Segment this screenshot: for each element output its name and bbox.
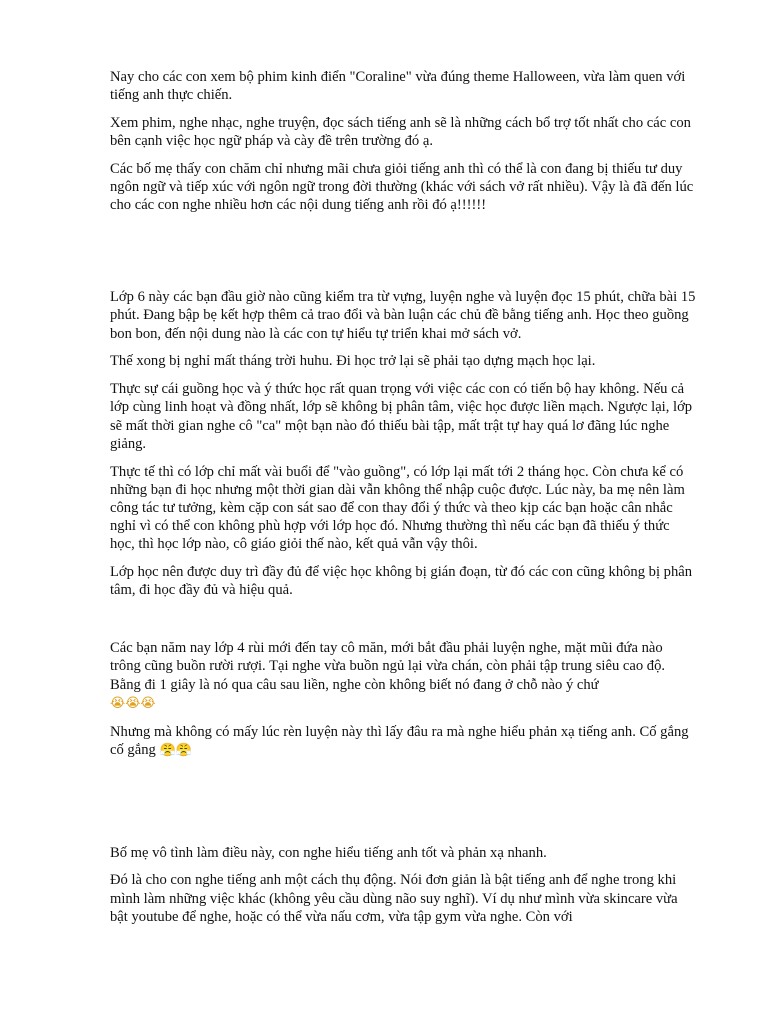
paragraph: Lớp 6 này các bạn đầu giờ nào cũng kiểm tra từ vựng, luyện nghe và luyện đọc 15 phút, chữa bài 15 phút. Đang bập bẹ kết hợp thêm cả trao đổi và bàn luận các chủ đề bằng tiếng anh. Học theo guồng bon bon, đến nội dung nào là các con tự hiểu tự triển khai mở sách vở. — [110, 289, 696, 342]
section-grade-6 — [110, 288, 696, 599]
section-spacer — [110, 224, 696, 288]
paragraph — [110, 639, 696, 713]
section-spacer — [110, 609, 696, 639]
paragraph: Thế xong bị nghỉ mất tháng trời huhu. Đi học trở lại sẽ phải tạo dựng mạch học lại. — [110, 353, 596, 370]
paragraph: Đó là cho con nghe tiếng anh một cách thụ động. Nói đơn giản là bật tiếng anh để nghe trong khi mình làm những việc khác (không yêu cầu dùng não suy nghĩ). Ví dụ như mình vừa skincare vừa bật youtube để nghe, hoặc có thể vừa nấu cơm, vừa tập gym vừa nghe. Còn với — [110, 872, 678, 925]
paragraph: Thực tế thì có lớp chỉ mất vài buổi để "vào guồng", có lớp lại mất tới 2 tháng học. Còn chưa kể có những bạn đi học nhưng một thời gian dài vẫn không thể nhập cuộc được. Lúc này, ba mẹ nên làm công tác tư tưởng, kèm cặp con sát sao để con thay đổi ý thức và theo kịp các bạn hoặc cân nhắc nghỉ vì có thể con không phù hợp với lớp học đó. Nhưng thường thì nếu các bạn đã thiếu ý thức học, thì học lớp nào, cô giáo giỏi thế nào, kết quả vẫn vậy thôi. — [110, 463, 685, 553]
paragraph: Xem phim, nghe nhạc, nghe truyện, đọc sách tiếng anh sẽ là những cách bổ trợ tốt nhất cho các con bên cạnh việc học ngữ pháp và cày đề trên trường đó ạ. — [110, 115, 691, 150]
crying-face-icon: 😭😭😭 — [110, 695, 156, 711]
document-page — [110, 68, 696, 936]
section-coraline — [110, 68, 696, 215]
paragraph — [110, 723, 696, 760]
paragraph-text: Các bạn năm nay lớp 4 rùi mới đến tay cô măn, mới bắt đầu phải luyện nghe, mặt mũi đứa nào trông cũng buồn rười rượi. Tại nghe vừa buồn ngủ lại vừa chán, còn phải tập trung siêu cao độ. Bằng đi 1 giây là nó qua câu sau liền, nghe còn không biết nó đang ở chỗ nào ý chứ — [110, 640, 666, 693]
huffing-face-icon: 😤😤 — [159, 742, 192, 758]
section-spacer — [110, 770, 696, 844]
section-passive-listening — [110, 844, 696, 926]
paragraph: Bố mẹ vô tình làm điều này, con nghe hiểu tiếng anh tốt và phản xạ nhanh. — [110, 844, 547, 861]
paragraph: Lớp học nên được duy trì đầy đủ để việc học không bị gián đoạn, từ đó các con cũng không bị phân tâm, đi học đầy đủ và hiệu quả. — [110, 564, 693, 599]
paragraph-text: Nhưng mà không có mấy lúc rèn luyện này thì lấy đâu ra mà nghe hiểu phản xạ tiếng anh. Cố gắng cố gắng — [110, 723, 689, 758]
paragraph: Thực sự cái guồng học và ý thức học rất quan trọng với việc các con có tiến bộ hay không. Nếu cả lớp cùng linh hoạt và đồng nhất, lớp sẽ không bị phân tâm, việc học được liền mạch. Ngược lại, lớp sẽ mất thời gian nghe cô "ca" một bạn nào đó thiếu bài tập, mất trật tự hay quá lơ đãng lúc nghe giảng. — [110, 381, 693, 452]
section-grade-4 — [110, 639, 696, 760]
paragraph: Nay cho các con xem bộ phim kinh điển "Coraline" vừa đúng theme Halloween, vừa làm quen với tiếng anh thực chiến. — [110, 69, 686, 104]
paragraph: Các bố mẹ thấy con chăm chỉ nhưng mãi chưa giỏi tiếng anh thì có thể là con đang bị thiếu tư duy ngôn ngữ và tiếp xúc với ngôn ngữ trong đời thường (khác với sách vở rất nhiều). Vậy là đã đến lúc cho các con nghe nhiều hơn các nội dung tiếng anh rồi đó ạ!!!!!! — [110, 161, 694, 214]
